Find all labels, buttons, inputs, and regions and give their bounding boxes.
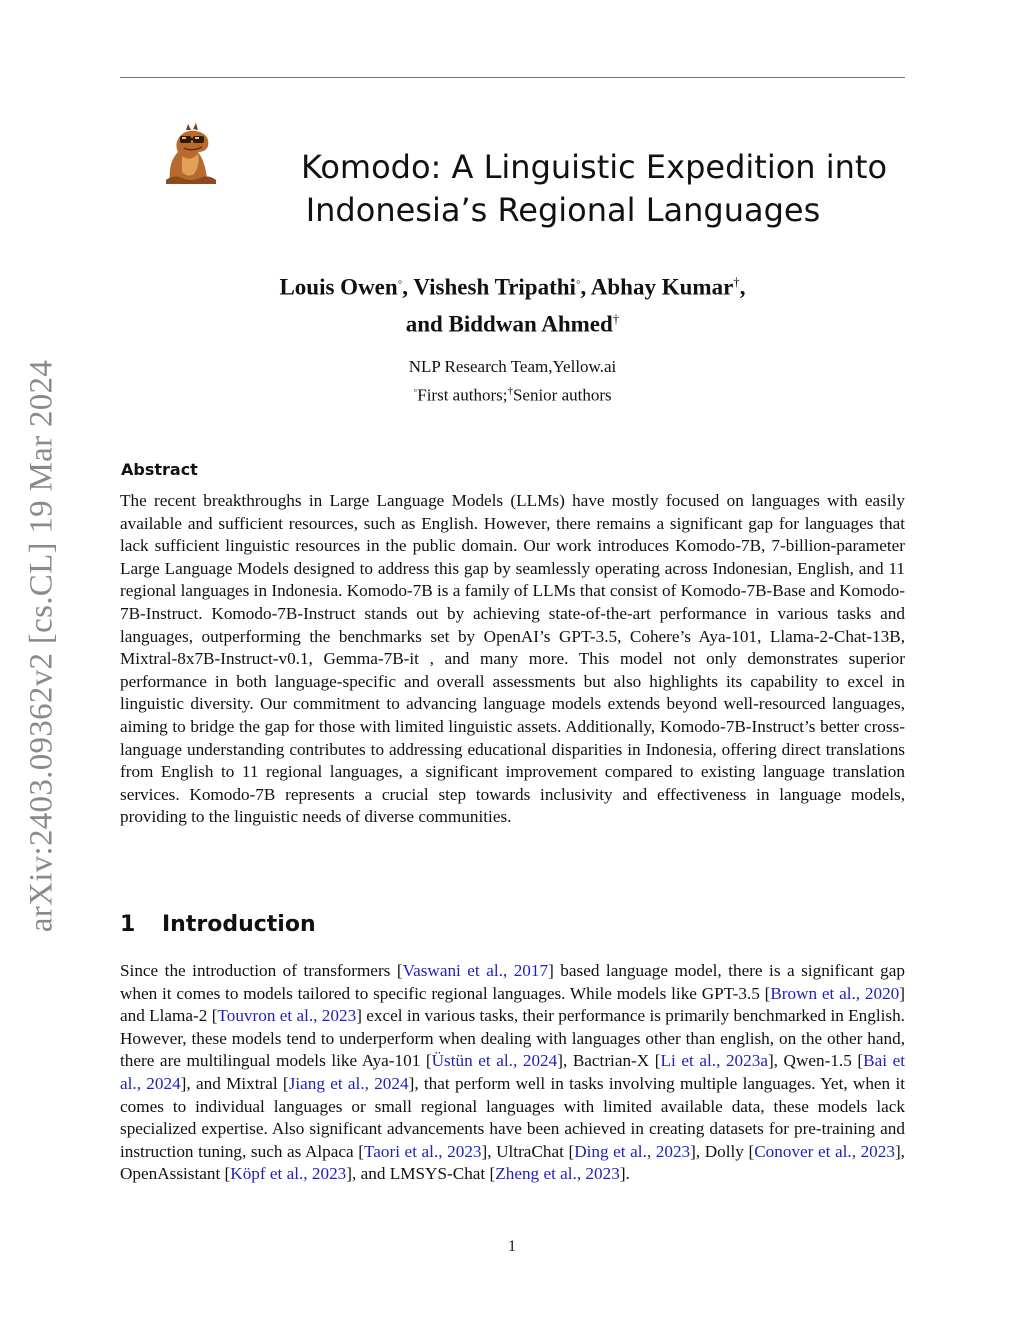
author-separator: , (739, 274, 746, 300)
senior-author-mark: † (507, 385, 513, 397)
citation-link[interactable]: Köpf et al., 2023 (230, 1164, 347, 1184)
section-heading (120, 912, 316, 937)
abstract-heading: Abstract (121, 460, 198, 479)
intro-text: ], OpenAssistant [ (120, 1141, 905, 1184)
citation-link[interactable]: Touvron et al., 2023 (217, 1006, 357, 1026)
author-role-legend (120, 379, 905, 408)
intro-text: ] based language model, there is a significant gap when it comes to models tailored to specific regional languages. While models like GPT-3.5 [ (120, 961, 905, 1003)
citation-link[interactable]: Taori et al., 2023 (363, 1141, 482, 1161)
first-author-mark: ◦ (413, 385, 418, 397)
author-separator: , (580, 274, 591, 300)
intro-text: ], UltraChat [ (481, 1141, 575, 1161)
author-list (120, 266, 905, 339)
section-title: Introduction (162, 912, 316, 937)
affiliation-org: NLP Research Team,Yellow.ai (408, 357, 617, 376)
author-mark: † (733, 274, 740, 289)
author-name: Abhay Kumar (590, 274, 734, 300)
author-name: Louis Owen (279, 274, 398, 300)
intro-text: ], Bactrian-X [ (557, 1051, 661, 1071)
intro-text: ], that perform well in tasks involving multiple languages. Yet, when it comes to individual languages or small regional languages with limited available data, these models lack specialized expertise. Also significant advancements have been achieved in creating datasets for pre-training and instruction tuning, such as Alpaca [ (120, 1073, 905, 1161)
author-mark: ◦ (397, 274, 403, 289)
citation-link[interactable]: Brown et al., 2020 (770, 983, 900, 1003)
arxiv-identifier-stamp: arXiv:2403.09362v2 [cs.CL] 19 Mar 2024 (23, 359, 60, 933)
intro-text: Since the introduction of transformers [ (120, 961, 403, 980)
intro-text: ], and Mixtral [ (180, 1073, 289, 1093)
komodo-dragon-sunglasses-icon (160, 122, 220, 184)
citation-link[interactable]: Li et al., 2023a (660, 1051, 768, 1071)
title-line-2: Indonesia’s Regional Languages (305, 191, 821, 229)
author-separator: , (402, 274, 414, 300)
author-mark: † (612, 310, 620, 326)
intro-text: ], and LMSYS-Chat [ (346, 1164, 496, 1184)
intro-text: ]. (619, 1164, 630, 1184)
intro-text: ] excel in various tasks, their performance is primarily benchmarked in English. However, these models tend to underperform when dealing with languages other than english, on the other hand, there are multilingual models like Aya-101 [ (120, 1006, 905, 1071)
citation-link[interactable]: Ding et al., 2023 (574, 1141, 691, 1161)
title-line-1: Komodo: A Linguistic Expedition into (300, 148, 888, 186)
citation-link[interactable]: Jiang et al., 2024 (288, 1073, 409, 1093)
author-name: Biddwan Ahmed (448, 311, 613, 337)
intro-text: ] and Llama-2 [ (120, 983, 905, 1026)
citation-link[interactable]: Conover et al., 2023 (754, 1141, 895, 1161)
author-name: Vishesh Tripathi (413, 274, 576, 300)
citation-link[interactable]: Zheng et al., 2023 (495, 1164, 620, 1184)
citation-link[interactable]: Bai et al., 2024 (120, 1051, 905, 1093)
citation-link[interactable]: Vaswani et al., 2017 (402, 961, 549, 980)
intro-text: ], Qwen-1.5 [ (767, 1051, 864, 1071)
citation-link[interactable]: Üstün et al., 2024 (431, 1051, 558, 1071)
section-number: 1 (120, 912, 136, 937)
senior-author-label: Senior authors (512, 385, 612, 405)
introduction-paragraph (120, 960, 905, 1186)
header-rule (120, 77, 905, 78)
abstract-text: The recent breakthroughs in Large Language Models (LLMs) have mostly focused on languages with easily available and sufficient resources, such as English. However, there remains a significant gap for languages that lack sufficient linguistic resources in the public domain. Our work introduces Komodo-7B, 7-billion-parameter Large Language Models designed to address this gap by seamlessly operating across Indonesian, English, and 11 regional languages in Indonesia. Komodo-7B is a family of LLMs that consist of Komodo-7B-Base and Komodo-7B-Instruct. Komodo-7B-Instruct stands out by achieving state-of-the-art performance in various tasks and languages, outperforming the benchmarks set by OpenAI’s GPT-3.5, Cohere’s Aya-101, Llama-2-Chat-13B, Mixtral-8x7B-Instruct-v0.1, Gemma-7B-it , and many more. This model not only demonstrates superior performance in both language-specific and overall assessments but also highlights its capability to excel in linguistic diversity. Our commitment to advancing language models extends beyond well-resourced languages, aiming to bridge the gap for those with limited linguistic assets. Additionally, Komodo-7B-Instruct’s better cross-language understanding contributes to addressing educational disparities in Indonesia, offering direct translations from English to 11 regional languages, a significant improvement compared to existing language translation services. Komodo-7B represents a crucial step towards inclusivity and effectiveness in language models, providing to the linguistic needs of diverse communities. (120, 491, 905, 827)
author-prefix: and (405, 311, 449, 337)
page-number: 1 (508, 1238, 516, 1255)
first-author-label: First authors; (417, 385, 508, 405)
paper-title (218, 146, 908, 232)
author-mark: ◦ (575, 274, 581, 289)
intro-text: ], Dolly [ (690, 1141, 755, 1161)
affiliation-block (120, 355, 905, 408)
